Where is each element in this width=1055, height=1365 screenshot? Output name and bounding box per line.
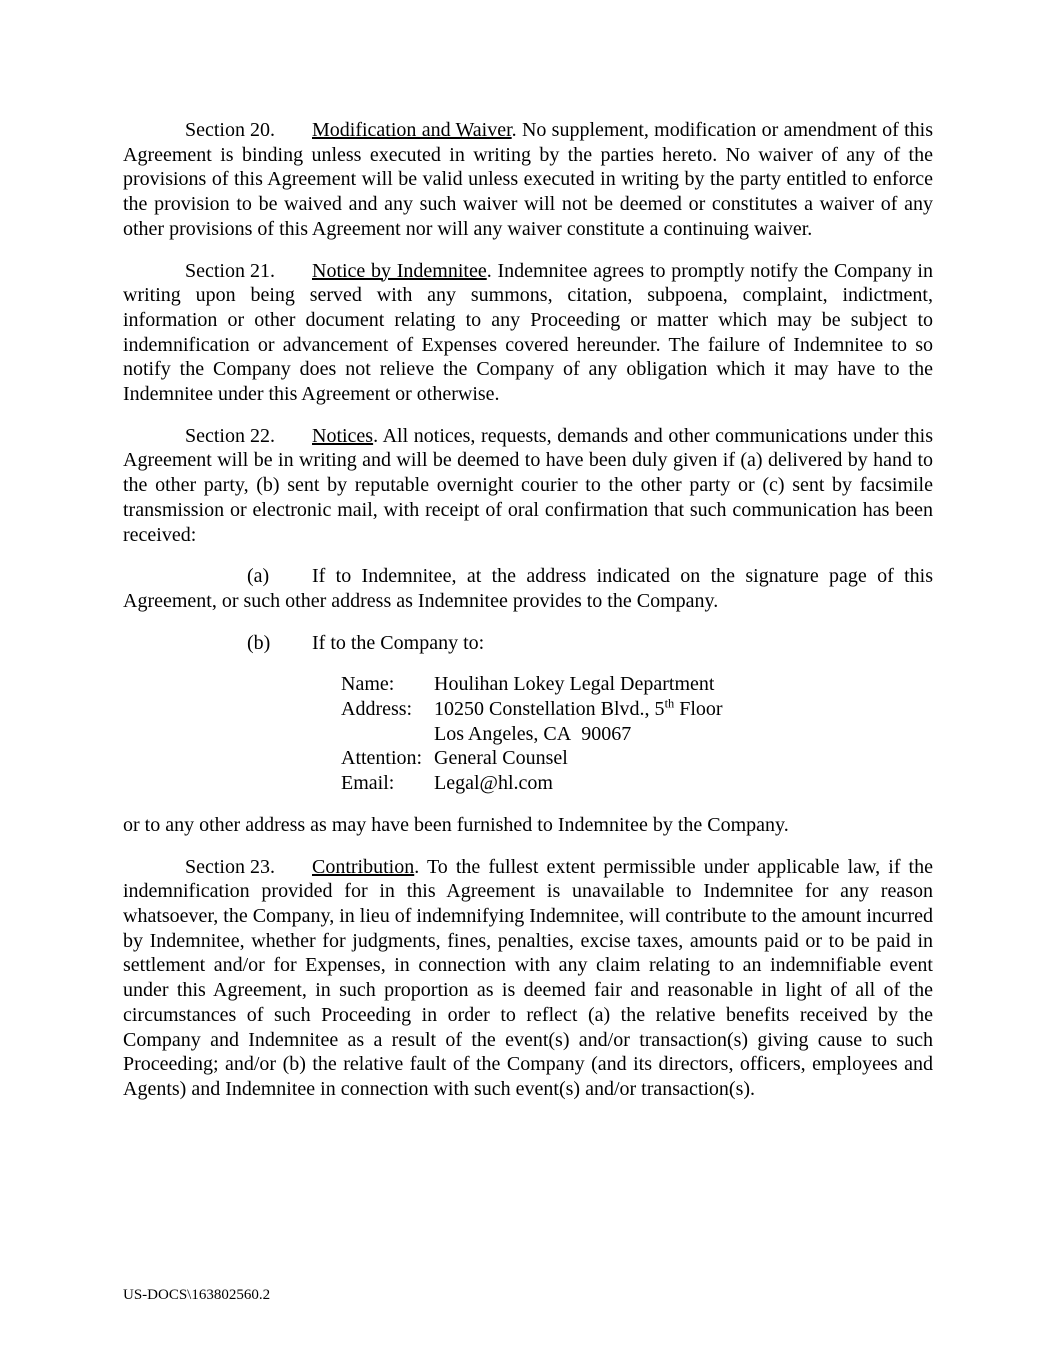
contact-address-ordinal-superscript: th	[664, 696, 675, 711]
contact-city-value: Los Angeles, CA 90067	[434, 722, 632, 745]
section-21-heading: Notice by Indemnitee	[312, 259, 487, 282]
document-reference-footer: US-DOCS\163802560.2	[123, 1287, 271, 1303]
section-23-body: . To the fullest extent permissible under applicable law, if the indemnification provided for in this Agreement is unavailable to Indemnitee for any reason whatsoever, the Company, in lieu of indemnifying Indemnitee, will contribute to the amount incurred by Indemnitee, whether for judgments, fines, penalties, excise taxes, amounts paid or to be paid in settlement and/or for Expenses, in connection with any claim relating to an indemnifiable event under this Agreement, in such proportion as is deemed fair and reasonable in light of all of the circumstances of such Proceeding in order to reflect (a) the relative benefits received by the Company and Indemnitee as a result of the event(s) and/or transaction(s) giving cause to such Proceeding; and/or (b) the relative fault of the Company (and its directors, officers, employees and Agents) and Indemnitee in connection with such event(s) and/or transaction(s).	[123, 855, 933, 1100]
contact-email-label: Email:	[341, 772, 395, 795]
contact-name-label: Name:	[341, 673, 395, 696]
section-22-body: . All notices, requests, demands and other communications under this Agreement will be in writing and will be deemed to have been duly given if (a) delivered by hand to the other party, (b) sent by reputable overnight courier to the other party or (c) sent by facsimile transmission or electronic mail, with receipt of oral confirmation that such communication has been received:	[123, 424, 933, 546]
section-20-label: Section 20.	[185, 119, 275, 141]
closing-address-paragraph: or to any other address as may have been furnished to Indemnitee by the Company.	[123, 813, 789, 836]
subitem-b-marker: (b)	[247, 631, 271, 654]
section-21-label: Section 21.	[185, 259, 275, 282]
contact-address-line1-suffix: Floor	[674, 698, 723, 721]
contact-address-label: Address:	[341, 698, 413, 721]
company-contact-block	[341, 672, 933, 796]
subitem-a-text: If to Indemnitee, at the address indicated on the signature page of this Agreement, or such other address as Indemnitee provides to the Company.	[123, 565, 933, 612]
section-20-paragraph	[123, 118, 933, 242]
contact-email-value: Legal@hl.com	[434, 772, 553, 795]
contact-address-row	[341, 697, 933, 722]
subitem-b-paragraph	[123, 631, 933, 656]
document-body	[123, 118, 933, 1119]
subitem-a-marker: (a)	[247, 565, 270, 588]
section-21-body: . Indemnitee agrees to promptly notify the Company in writing upon being served with any summons, citation, subpoena, complaint, indictment, information or other document relating to any Proceeding or matter which may be subject to indemnification or advancement of Expenses covered hereunder. The failure of Indemnitee to so notify the Company does not relieve the Company of any obligation which it may have to the Indemnitee under this Agreement or otherwise.	[123, 259, 933, 406]
contact-attention-row	[341, 746, 933, 771]
contact-attention-label: Attention:	[341, 747, 423, 770]
section-22-label: Section 22.	[185, 424, 275, 447]
subitem-b-text: If to the Company to:	[312, 631, 485, 654]
contact-name-row	[341, 672, 933, 697]
section-23-heading: Contribution	[312, 855, 415, 878]
contact-email-row	[341, 771, 933, 796]
section-23-paragraph	[123, 855, 933, 1102]
contact-attention-value: General Counsel	[434, 747, 568, 770]
section-20-heading: Modification and Waiver	[312, 119, 512, 141]
contact-city-row	[341, 722, 933, 747]
section-22-paragraph	[123, 424, 933, 548]
section-20-body: . No supplement, modification or amendment of this Agreement is binding unless executed in writing by the parties hereto. No waiver of any of the provisions of this Agreement will be valid unless executed in writing by the party entitled to enforce the provision to be waived and any such waiver will not be deemed or constitutes a waiver of any other provisions of this Agreement nor will any waiver constitute a continuing waiver.	[123, 119, 933, 240]
section-22-heading: Notices	[312, 424, 374, 447]
subitem-a-paragraph	[123, 564, 933, 613]
section-23-label: Section 23.	[185, 855, 275, 878]
contact-address-line1: 10250 Constellation Blvd., 5	[434, 698, 665, 721]
contact-name-value: Houlihan Lokey Legal Department	[434, 673, 715, 696]
section-21-paragraph	[123, 259, 933, 407]
